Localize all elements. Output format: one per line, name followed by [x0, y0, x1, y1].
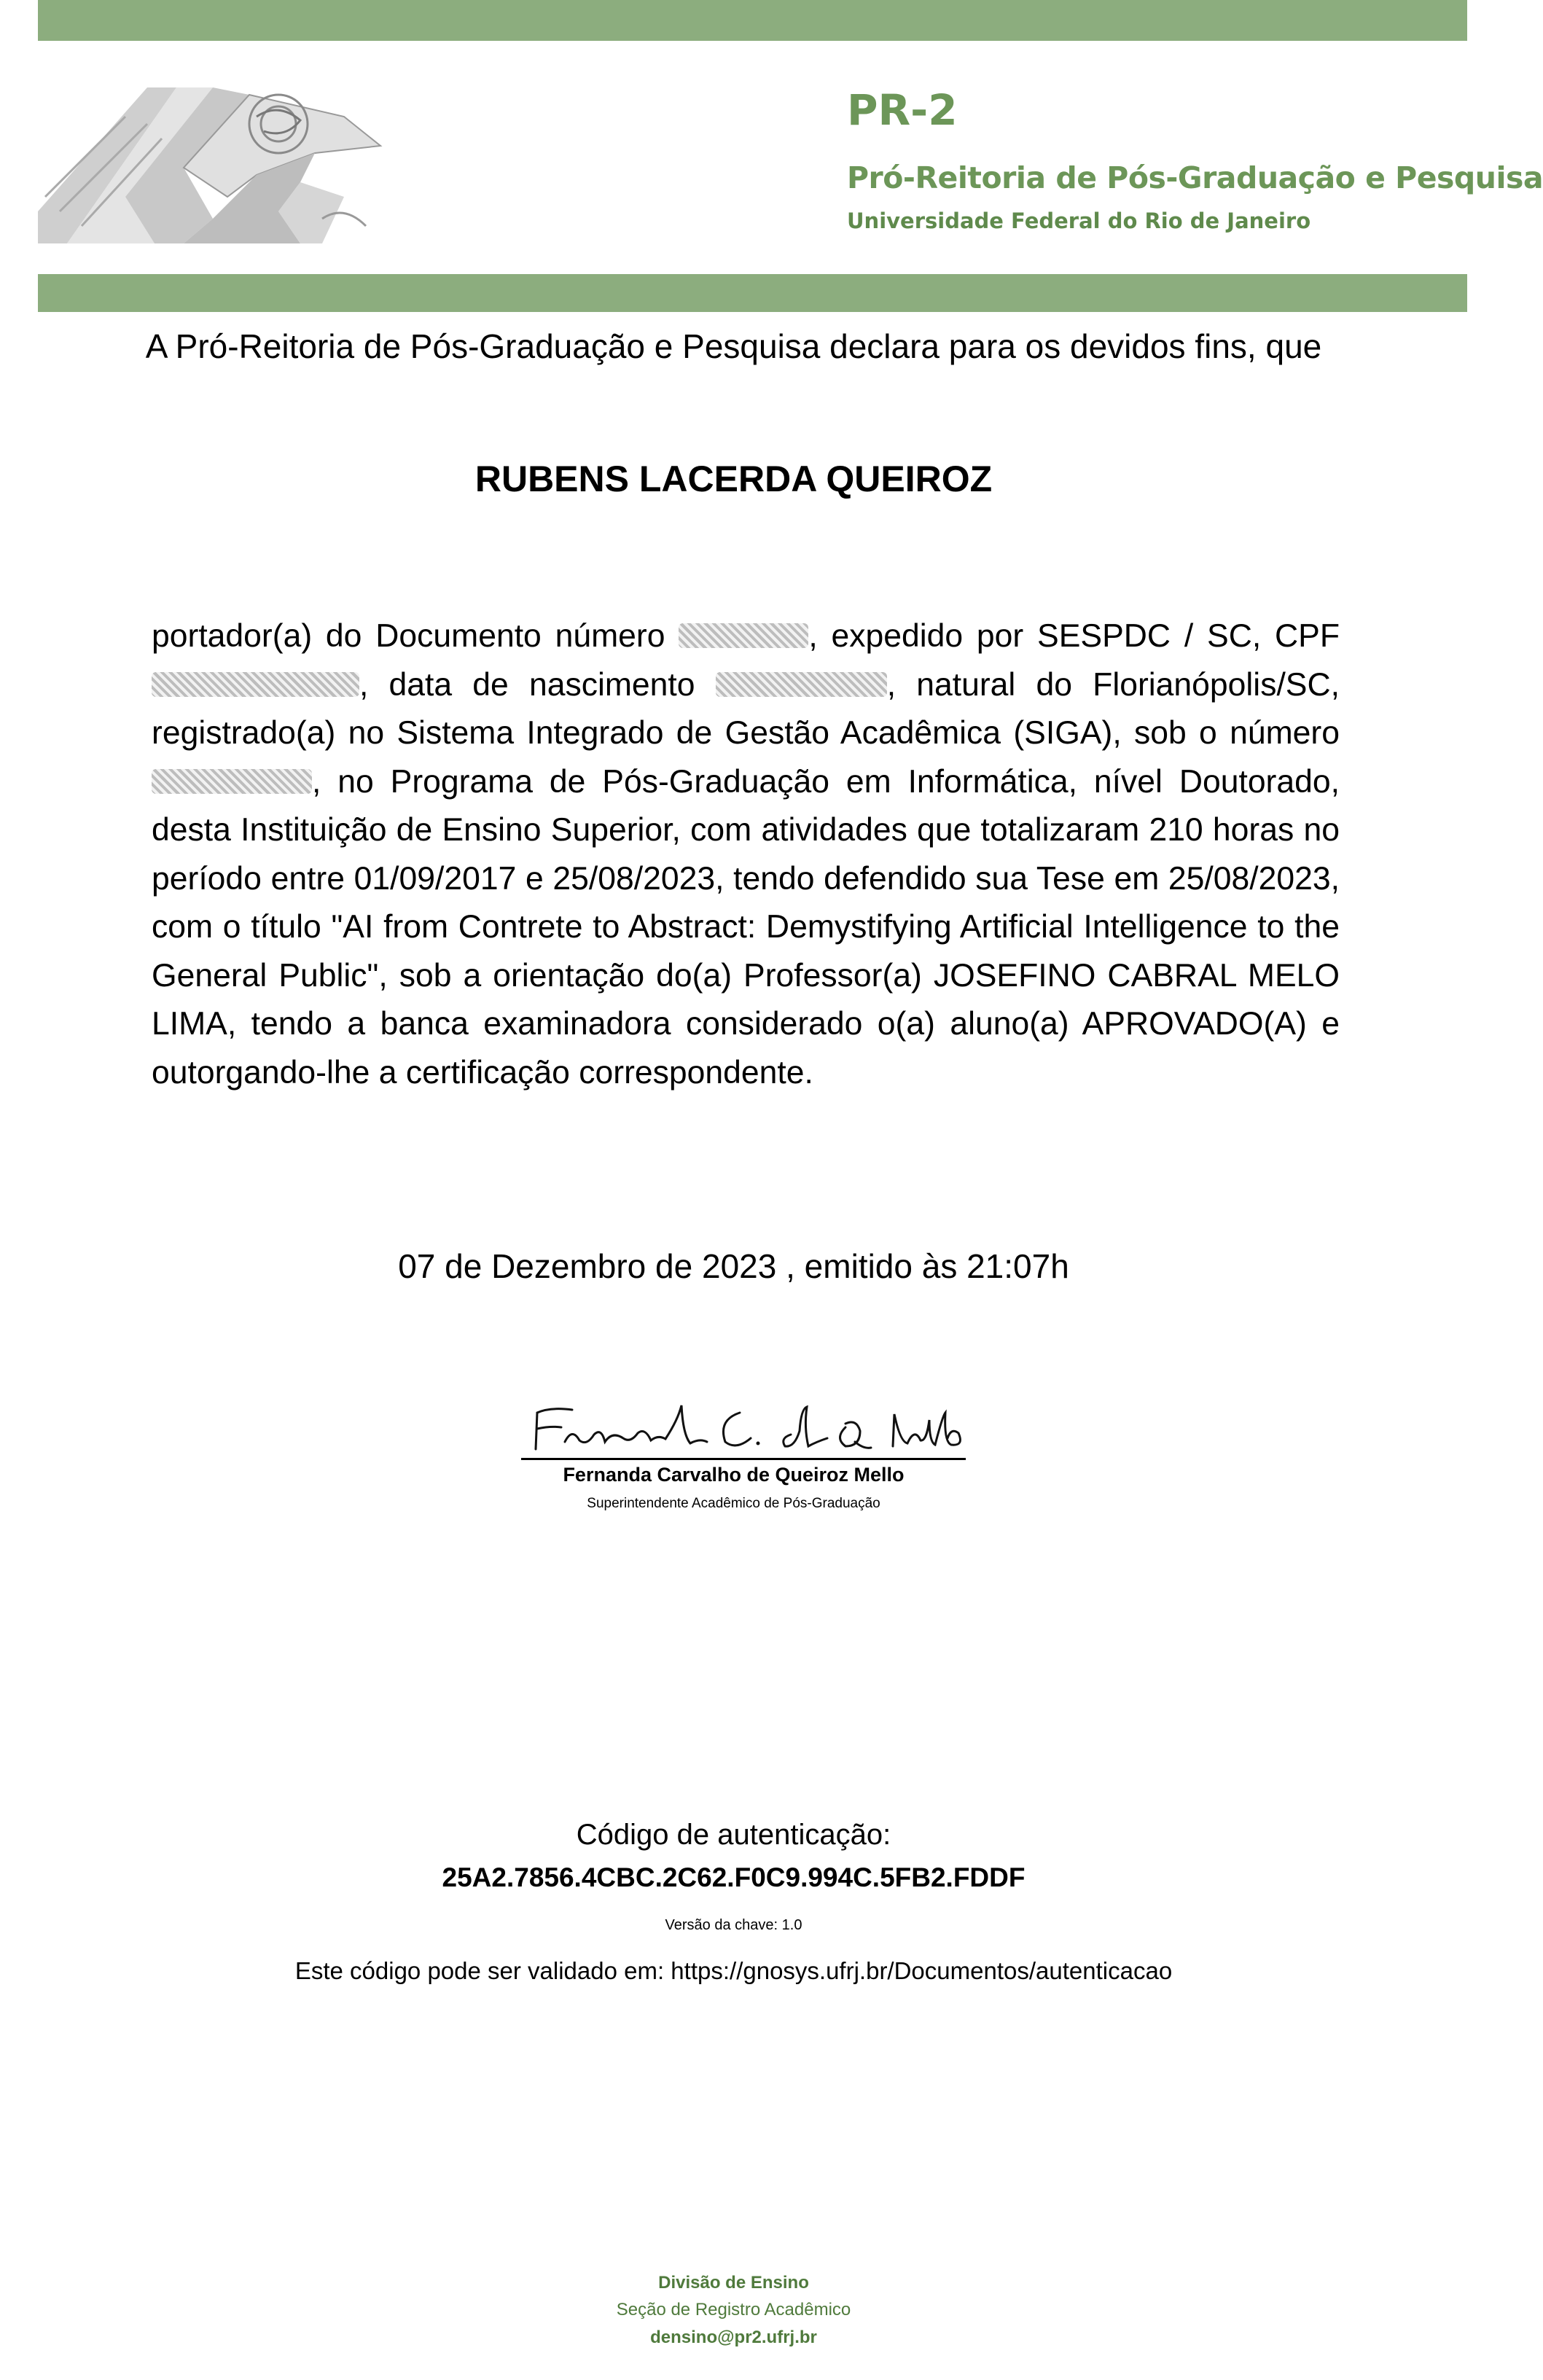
body-part-3: , data de nascimento: [359, 666, 716, 703]
declaration-body: [152, 612, 1340, 1097]
redacted-siga-number: [152, 769, 312, 794]
body-part-1: portador(a) do Documento número: [152, 618, 679, 654]
brand-code: PR-2: [847, 85, 958, 135]
issue-date: 07 de Dezembro de 2023 , emitido às 21:07h: [398, 1247, 1069, 1285]
body-part-5: , no Programa de Pós-Graduação em Informática, nível Doutorado, desta Instituição de Ensino Superior, com atividades que totalizaram 210 horas no período entre 01/09/2017 e 25/08/2023, tendo defendido sua Tese em 25/08/2023, com o título "AI from Contrete to Abstract: Demystifying Artificial Intelligence to the General Public", sob a orientação do(a) Professor(a) JOSEFINO CABRAL MELO LIMA, tendo a banca examinadora considerado o(a) aluno(a) APROVADO(A) e outorgando-lhe a certificação correspondente.: [152, 763, 1340, 1090]
footer-section: Seção de Registro Acadêmico: [616, 2300, 851, 2319]
brand-block: [847, 85, 1543, 233]
redacted-cpf: [152, 672, 359, 697]
redacted-birth-date: [716, 672, 887, 697]
student-name: RUBENS LACERDA QUEIROZ: [474, 459, 993, 499]
declaration-intro: A Pró-Reitoria de Pós-Graduação e Pesquisa declara para os devidos fins, que: [145, 327, 1322, 365]
key-version: Versão da chave: 1.0: [665, 1917, 802, 1933]
authentication-label: Código de autenticação:: [576, 1819, 891, 1851]
signature-line: [521, 1458, 966, 1460]
signer-name: Fernanda Carvalho de Queiroz Mello: [563, 1464, 905, 1486]
brand-name: Pró-Reitoria de Pós-Graduação e Pesquisa: [847, 160, 1543, 195]
footer-email: densino@pr2.ufrj.br: [650, 2328, 817, 2347]
handwritten-signature: [521, 1398, 966, 1456]
footer-division: Divisão de Ensino: [658, 2273, 809, 2293]
signer-role: Superintendente Acadêmico de Pós-Graduação: [587, 1496, 880, 1511]
header-bottom-band: [38, 274, 1467, 312]
authentication-code: 25A2.7856.4CBC.2C62.F0C9.994C.5FB2.FDDF: [442, 1862, 1026, 1892]
redacted-document-number: [679, 623, 808, 648]
university-name: Universidade Federal do Rio de Janeiro: [847, 208, 1311, 233]
header-top-band: [38, 0, 1467, 41]
body-part-4: , natural do Florianópolis/SC, registrado(a) no Sistema Integrado de Gestão Acadêmica (SIGA), sob o número: [152, 666, 1340, 751]
validation-note: Este código pode ser validado em: https://gnosys.ufrj.br/Documentos/autenticacao: [294, 1957, 1173, 1984]
athena-emblem-icon: [38, 87, 402, 243]
body-part-2: , expedido por SESPDC / SC, CPF: [808, 618, 1340, 654]
